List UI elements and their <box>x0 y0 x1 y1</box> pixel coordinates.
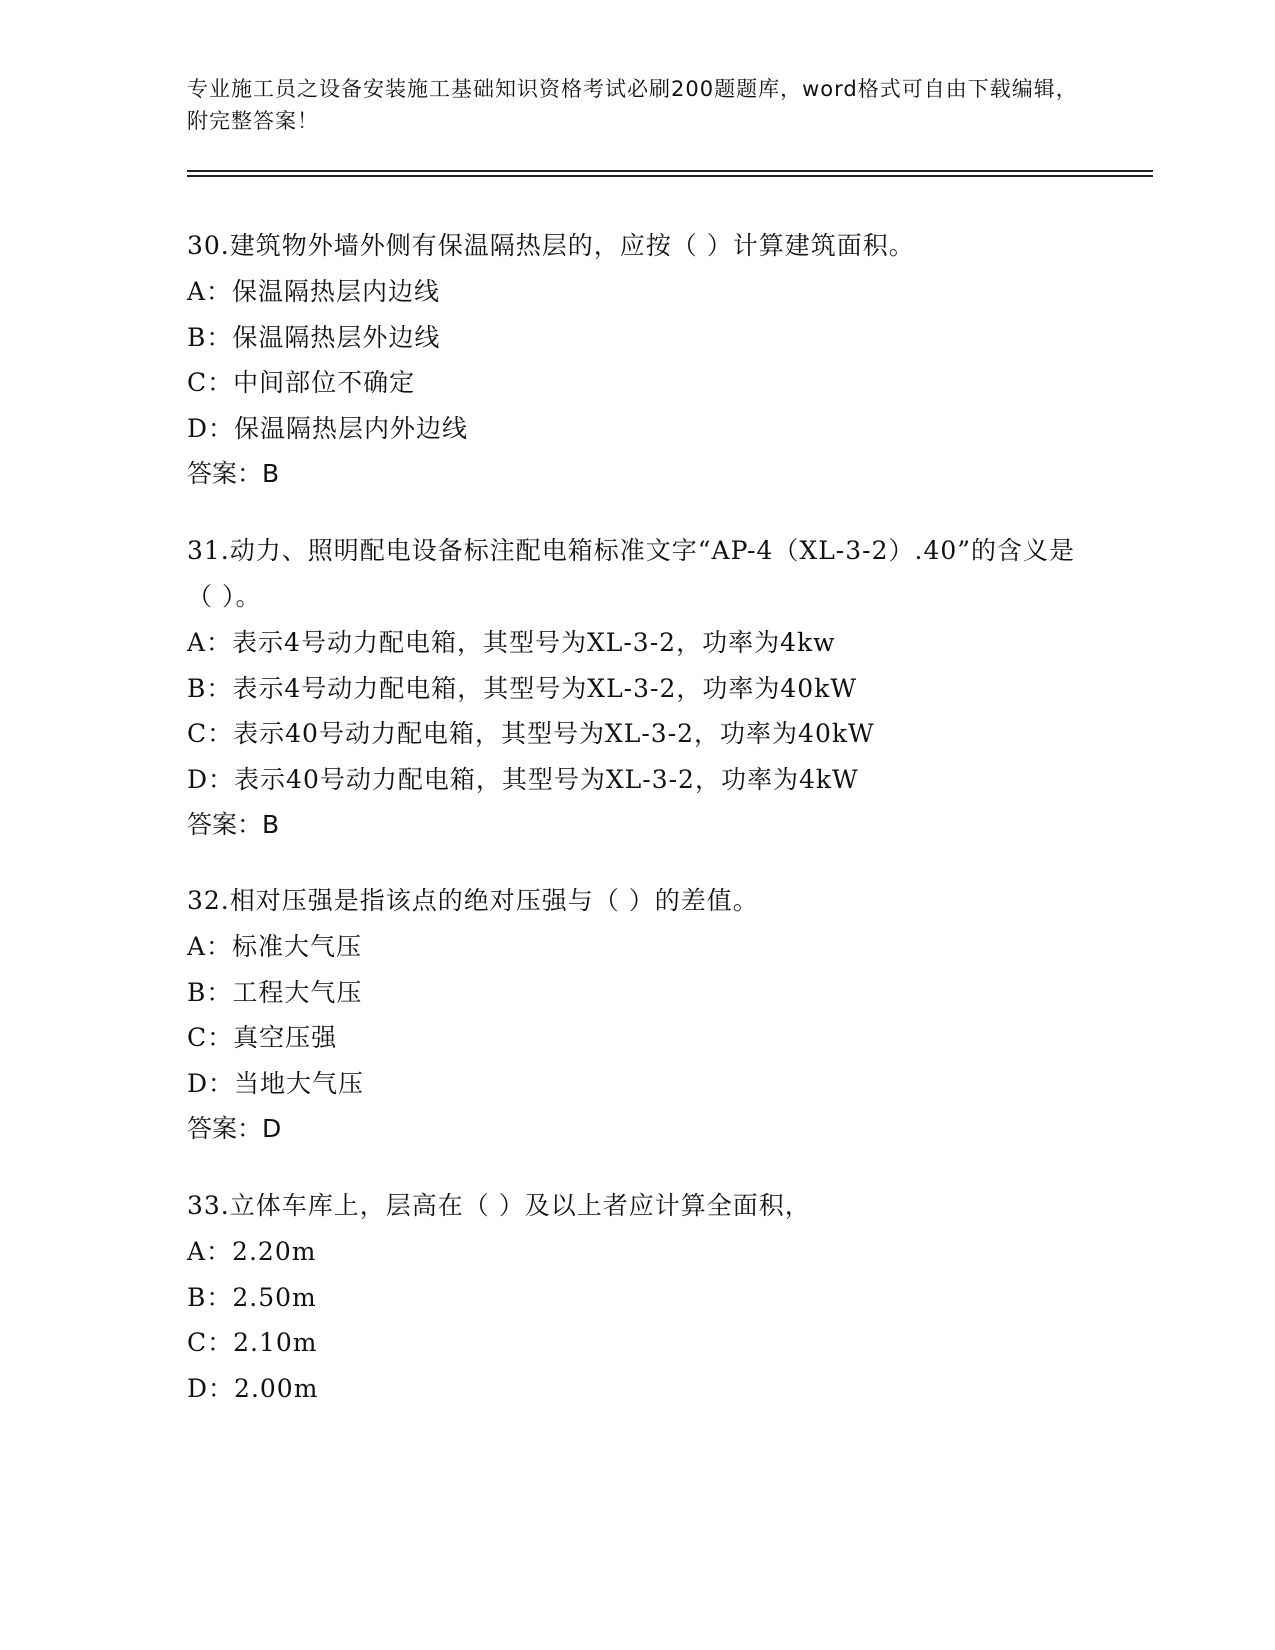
option-b: B：保温隔热层外边线 <box>187 322 441 352</box>
option-a: A：2.20m <box>187 1237 317 1266</box>
option-d: D：保温隔热层内外边线 <box>187 413 469 443</box>
option-b: B：2.50m <box>187 1282 317 1312</box>
question-stem: 33.立体车库上，层高在（ ）及以上者应计算全面积， <box>187 1191 811 1220</box>
option-a: A：标准大气压 <box>187 932 363 961</box>
option-c: C：表示40号动力配电箱，其型号为XL-3-2，功率为40kW <box>187 719 875 748</box>
option-a: A：保温隔热层内边线 <box>187 277 441 306</box>
answer: 答案：B <box>187 459 280 488</box>
question-30 <box>187 223 1087 497</box>
question-stem: 32.相对压强是指该点的绝对压强与（ ）的差值。 <box>187 886 759 915</box>
question-stem: 31.动力、照明配电设备标注配电箱标准文字“AP-4（XL-3-2）.40”的含义是（ ）。 <box>187 536 1076 611</box>
answer: 答案：D <box>187 1114 282 1143</box>
header-divider-bottom <box>187 175 1153 177</box>
question-31 <box>187 528 1087 848</box>
option-b: B：工程大气压 <box>187 977 363 1007</box>
option-d: D：表示40号动力配电箱，其型号为XL-3-2，功率为4kW <box>187 764 859 794</box>
document-header: 专业施工员之设备安装施工基础知识资格考试必刷200题题库，word格式可自由下载编辑，附完整答案！ <box>187 77 1078 133</box>
question-33 <box>187 1183 1087 1411</box>
answer: 答案：B <box>187 810 280 839</box>
option-c: C：中间部位不确定 <box>187 368 416 397</box>
option-c: C：2.10m <box>187 1328 318 1357</box>
option-c: C：真空压强 <box>187 1023 338 1052</box>
option-b: B：表示4号动力配电箱，其型号为XL-3-2，功率为40kW <box>187 673 858 703</box>
header-divider-top <box>187 170 1153 172</box>
question-32 <box>187 878 1087 1152</box>
question-stem: 30.建筑物外墙外侧有保温隔热层的，应按（ ）计算建筑面积。 <box>187 231 915 260</box>
option-a: A：表示4号动力配电箱，其型号为XL-3-2，功率为4kw <box>187 628 836 657</box>
option-d: D：2.00m <box>187 1373 319 1403</box>
option-d: D：当地大气压 <box>187 1068 365 1098</box>
